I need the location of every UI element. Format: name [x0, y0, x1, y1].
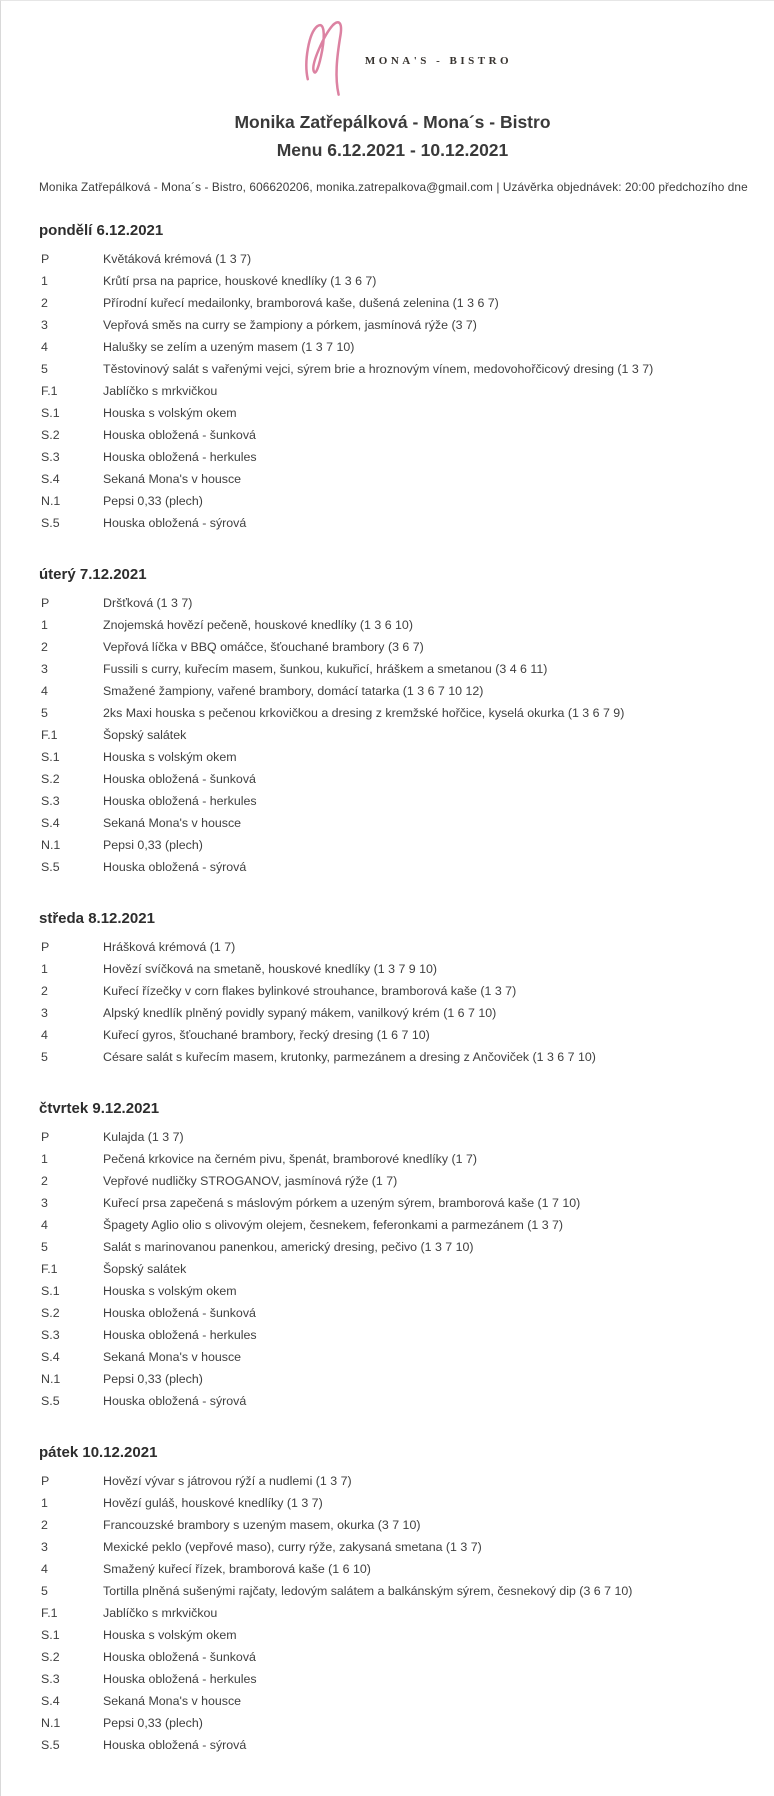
- item-code: 3: [41, 1005, 48, 1020]
- menu-item-row: [39, 1470, 746, 1492]
- item-text: Hovězí guláš, houskové knedlíky (1 3 7): [103, 1495, 323, 1510]
- menu-item-row: [39, 980, 746, 1002]
- menu-item-row: [39, 636, 746, 658]
- item-code: F.1: [41, 383, 58, 398]
- item-text: Houska obložená - herkules: [103, 1327, 257, 1342]
- item-text: Houska s volským okem: [103, 749, 237, 764]
- day-section: [39, 908, 746, 1068]
- item-text: Krůtí prsa na paprice, houskové knedlíky (1 3 6 7): [103, 273, 377, 288]
- item-text: Kulajda (1 3 7): [103, 1129, 184, 1144]
- item-text: Smažené žampiony, vařené brambory, domácí tatarka (1 3 6 7 10 12): [103, 683, 484, 698]
- item-code: P: [41, 595, 50, 610]
- day-section: [39, 220, 746, 534]
- item-text: Pečená krkovice na černém pivu, špenát, bramborové knedlíky (1 7): [103, 1151, 477, 1166]
- item-text: Hrášková krémová (1 7): [103, 939, 236, 954]
- item-code: S.2: [41, 771, 60, 786]
- menu-item-row: [39, 468, 746, 490]
- item-code: S.1: [41, 405, 60, 420]
- item-text: Houska obložená - sýrová: [103, 1737, 247, 1752]
- item-text: Halušky se zelím a uzeným masem (1 3 7 10): [103, 339, 355, 354]
- item-text: Smažený kuřecí řízek, bramborová kaše (1 6 10): [103, 1561, 371, 1576]
- day-heading: úterý 7.12.2021: [39, 565, 147, 583]
- menu-item-row: [39, 402, 746, 424]
- menu-item-row: [39, 248, 746, 270]
- item-code: S.5: [41, 1393, 60, 1408]
- item-code: 3: [41, 1195, 48, 1210]
- menu-item-row: [39, 1324, 746, 1346]
- day-rows: [39, 592, 746, 878]
- item-text: Houska obložená - šunková: [103, 771, 256, 786]
- item-text: Houska obložená - sýrová: [103, 1393, 247, 1408]
- item-code: 4: [41, 1217, 48, 1232]
- item-code: N.1: [41, 493, 61, 508]
- item-code: 1: [41, 617, 48, 632]
- item-text: Houska obložená - sýrová: [103, 515, 247, 530]
- menu-item-row: [39, 1368, 746, 1390]
- item-text: Šopský salátek: [103, 1261, 187, 1276]
- item-text: Kuřecí prsa zapečená s máslovým pórkem a uzeným sýrem, bramborová kaše (1 7 10): [103, 1195, 581, 1210]
- day-heading: středa 8.12.2021: [39, 909, 155, 927]
- item-code: 4: [41, 1027, 48, 1042]
- day-rows: [39, 248, 746, 534]
- item-code: 4: [41, 683, 48, 698]
- menu-item-row: [39, 1558, 746, 1580]
- item-code: P: [41, 939, 50, 954]
- menu-item-row: [39, 1236, 746, 1258]
- menu-item-row: [39, 380, 746, 402]
- page-title: Monika Zatřepálková - Mona´s - Bistro: [234, 112, 551, 132]
- menu-item-row: [39, 856, 746, 878]
- item-code: 1: [41, 273, 48, 288]
- menu-item-row: [39, 958, 746, 980]
- item-code: 4: [41, 339, 48, 354]
- item-code: S.3: [41, 1671, 60, 1686]
- item-text: Houska obložená - herkules: [103, 1671, 257, 1686]
- item-code: S.2: [41, 1305, 60, 1320]
- menu-item-row: [39, 446, 746, 468]
- menu-item-row: [39, 1514, 746, 1536]
- item-text: Césare salát s kuřecím masem, krutonky, parmezánem a dresing z Ančoviček (1 3 6 7 10): [103, 1049, 596, 1064]
- item-code: 1: [41, 1151, 48, 1166]
- item-text: Tortilla plněná sušenými rajčaty, ledovým salátem a balkánským sýrem, česnekový dip (3 6 7 10): [103, 1583, 633, 1598]
- item-text: Houska s volským okem: [103, 1627, 237, 1642]
- item-text: Hovězí svíčková na smetaně, houskové knedlíky (1 3 7 9 10): [103, 961, 438, 976]
- item-code: S.4: [41, 815, 60, 830]
- menu-item-row: [39, 658, 746, 680]
- item-code: S.2: [41, 427, 60, 442]
- menu-item-row: [39, 512, 746, 534]
- item-code: N.1: [41, 1371, 61, 1386]
- logo-m-stroke: [306, 22, 341, 94]
- day-section: [39, 1098, 746, 1412]
- menu-item-row: [39, 1192, 746, 1214]
- day-heading: pondělí 6.12.2021: [39, 221, 164, 239]
- contact-line: Monika Zatřepálková - Mona´s - Bistro, 606620206, monika.zatrepalkova@gmail.com | Uzávěrka objednávek: 20:00 předchozího dne: [39, 179, 748, 194]
- item-text: Těstovinový salát s vařenými vejci, sýrem brie a hroznovým vínem, medovohořčicový dresing (1 3 7): [103, 361, 654, 376]
- item-text: Kuřecí gyros, šťouchané brambory, řecký dresing (1 6 7 10): [103, 1027, 430, 1042]
- item-text: Francouzské brambory s uzeným masem, okurka (3 7 10): [103, 1517, 421, 1532]
- item-code: 4: [41, 1561, 48, 1576]
- item-text: Hovězí vývar s játrovou rýží a nudlemi (1 3 7): [103, 1473, 352, 1488]
- item-code: P: [41, 1473, 50, 1488]
- menu-item-row: [39, 1690, 746, 1712]
- item-text: Houska obložená - šunková: [103, 1649, 256, 1664]
- item-code: F.1: [41, 1261, 58, 1276]
- item-code: S.1: [41, 1283, 60, 1298]
- menu-item-row: [39, 724, 746, 746]
- item-text: Pepsi 0,33 (plech): [103, 1371, 203, 1386]
- item-text: Znojemská hovězí pečeně, houskové knedlíky (1 3 6 10): [103, 617, 413, 632]
- item-code: 2: [41, 295, 48, 310]
- item-code: 2: [41, 1173, 48, 1188]
- item-code: N.1: [41, 1715, 61, 1730]
- item-code: 1: [41, 961, 48, 976]
- menu-item-row: [39, 1492, 746, 1514]
- item-code: S.3: [41, 793, 60, 808]
- menu-item-row: [39, 790, 746, 812]
- menu-item-row: [39, 424, 746, 446]
- item-code: S.3: [41, 449, 60, 464]
- menu-item-row: [39, 490, 746, 512]
- logo-m-icon: [301, 17, 355, 97]
- menu-item-row: [39, 1126, 746, 1148]
- item-text: Houska obložená - šunková: [103, 427, 256, 442]
- item-code: 5: [41, 705, 48, 720]
- item-code: S.3: [41, 1327, 60, 1342]
- item-text: Vepřové nudličky STROGANOV, jasmínová rýže (1 7): [103, 1173, 398, 1188]
- menu-item-row: [39, 1580, 746, 1602]
- menu-item-row: [39, 1346, 746, 1368]
- item-text: Špagety Aglio olio s olivovým olejem, česnekem, feferonkami a parmezánem (1 3 7): [103, 1217, 564, 1232]
- item-text: Dršťková (1 3 7): [103, 595, 193, 610]
- item-code: S.2: [41, 1649, 60, 1664]
- item-code: P: [41, 251, 50, 266]
- item-text: Houska s volským okem: [103, 1283, 237, 1298]
- menu-item-row: [39, 812, 746, 834]
- page-subtitle: Menu 6.12.2021 - 10.12.2021: [276, 140, 509, 161]
- menu-item-row: [39, 1624, 746, 1646]
- item-text: Mexické peklo (vepřové maso), curry rýže, zakysaná smetana (1 3 7): [103, 1539, 482, 1554]
- menu-item-row: [39, 1280, 746, 1302]
- menu-item-row: [39, 1170, 746, 1192]
- item-code: 3: [41, 661, 48, 676]
- menu-item-row: [39, 292, 746, 314]
- menu-item-row: [39, 1390, 746, 1412]
- menu-item-row: [39, 1734, 746, 1756]
- day-section: [39, 564, 746, 878]
- item-text: Vepřová líčka v BBQ omáčce, šťouchané brambory (3 6 7): [103, 639, 424, 654]
- item-text: Jablíčko s mrkvičkou: [103, 1605, 218, 1620]
- item-text: Fussili s curry, kuřecím masem, šunkou, kukuřicí, hráškem a smetanou (3 4 6 11): [103, 661, 548, 676]
- item-code: S.4: [41, 1693, 60, 1708]
- menu-item-row: [39, 1712, 746, 1734]
- item-text: Sekaná Mona's v housce: [103, 1693, 242, 1708]
- menu-item-row: [39, 1024, 746, 1046]
- item-code: F.1: [41, 727, 58, 742]
- menu-item-row: [39, 1258, 746, 1280]
- item-text: Houska s volským okem: [103, 405, 237, 420]
- menu-item-row: [39, 1148, 746, 1170]
- item-text: Přírodní kuřecí medailonky, bramborová kaše, dušená zelenina (1 3 6 7): [103, 295, 499, 310]
- item-text: Kuřecí řízečky v corn flakes bylinkové strouhance, bramborová kaše (1 3 7): [103, 983, 517, 998]
- day-rows: [39, 936, 746, 1068]
- menu-item-row: [39, 614, 746, 636]
- item-code: 5: [41, 361, 48, 376]
- day-rows: [39, 1126, 746, 1412]
- item-text: Houska obložená - sýrová: [103, 859, 247, 874]
- menu-item-row: [39, 834, 746, 856]
- item-code: 2: [41, 639, 48, 654]
- item-code: 3: [41, 317, 48, 332]
- menu-item-row: [39, 702, 746, 724]
- item-text: 2ks Maxi houska s pečenou krkovičkou a dresing z kremžské hořčice, kyselá okurka (1 3 6 7 9): [103, 705, 625, 720]
- item-text: Houska obložená - šunková: [103, 1305, 256, 1320]
- item-text: Salát s marinovanou panenkou, americký dresing, pečivo (1 3 7 10): [103, 1239, 474, 1254]
- menu-item-row: [39, 270, 746, 292]
- item-text: Vepřová směs na curry se žampiony a pórkem, jasmínová rýže (3 7): [103, 317, 477, 332]
- menu-item-row: [39, 1046, 746, 1068]
- logo: [53, 15, 760, 99]
- day-heading: čtvrtek 9.12.2021: [39, 1099, 160, 1117]
- menu-item-row: [39, 1302, 746, 1324]
- item-text: Jablíčko s mrkvičkou: [103, 383, 218, 398]
- day-rows: [39, 1470, 746, 1756]
- item-code: 2: [41, 983, 48, 998]
- item-code: 5: [41, 1583, 48, 1598]
- item-code: 1: [41, 1495, 48, 1510]
- logo-brand-text: MONA'S - BISTRO: [364, 55, 513, 67]
- item-code: S.5: [41, 859, 60, 874]
- menu-item-row: [39, 358, 746, 380]
- item-code: N.1: [41, 837, 61, 852]
- item-text: Sekaná Mona's v housce: [103, 815, 242, 830]
- menu-days: [39, 220, 746, 1756]
- item-code: 3: [41, 1539, 48, 1554]
- item-text: Sekaná Mona's v housce: [103, 471, 242, 486]
- item-code: F.1: [41, 1605, 58, 1620]
- item-code: S.4: [41, 471, 60, 486]
- item-code: 5: [41, 1239, 48, 1254]
- menu-item-row: [39, 680, 746, 702]
- item-text: Houska obložená - herkules: [103, 449, 257, 464]
- menu-item-row: [39, 592, 746, 614]
- day-section: [39, 1442, 746, 1756]
- item-code: S.1: [41, 749, 60, 764]
- menu-item-row: [39, 1646, 746, 1668]
- item-code: S.5: [41, 1737, 60, 1752]
- menu-item-row: [39, 1602, 746, 1624]
- menu-item-row: [39, 1214, 746, 1236]
- item-code: S.5: [41, 515, 60, 530]
- item-code: P: [41, 1129, 50, 1144]
- menu-item-row: [39, 1536, 746, 1558]
- item-text: Šopský salátek: [103, 727, 187, 742]
- item-text: Květáková krémová (1 3 7): [103, 251, 252, 266]
- day-heading: pátek 10.12.2021: [39, 1443, 158, 1461]
- item-code: S.1: [41, 1627, 60, 1642]
- menu-item-row: [39, 314, 746, 336]
- item-text: Pepsi 0,33 (plech): [103, 1715, 203, 1730]
- menu-item-row: [39, 1668, 746, 1690]
- item-code: 2: [41, 1517, 48, 1532]
- item-text: Alpský knedlík plněný povidly sypaný mákem, vanilkový krém (1 6 7 10): [103, 1005, 497, 1020]
- item-text: Pepsi 0,33 (plech): [103, 837, 203, 852]
- document-header: [39, 15, 746, 194]
- item-code: 5: [41, 1049, 48, 1064]
- item-text: Sekaná Mona's v housce: [103, 1349, 242, 1364]
- menu-item-row: [39, 936, 746, 958]
- menu-item-row: [39, 336, 746, 358]
- item-text: Pepsi 0,33 (plech): [103, 493, 203, 508]
- item-code: S.4: [41, 1349, 60, 1364]
- menu-item-row: [39, 746, 746, 768]
- menu-item-row: [39, 768, 746, 790]
- menu-item-row: [39, 1002, 746, 1024]
- item-text: Houska obložená - herkules: [103, 793, 257, 808]
